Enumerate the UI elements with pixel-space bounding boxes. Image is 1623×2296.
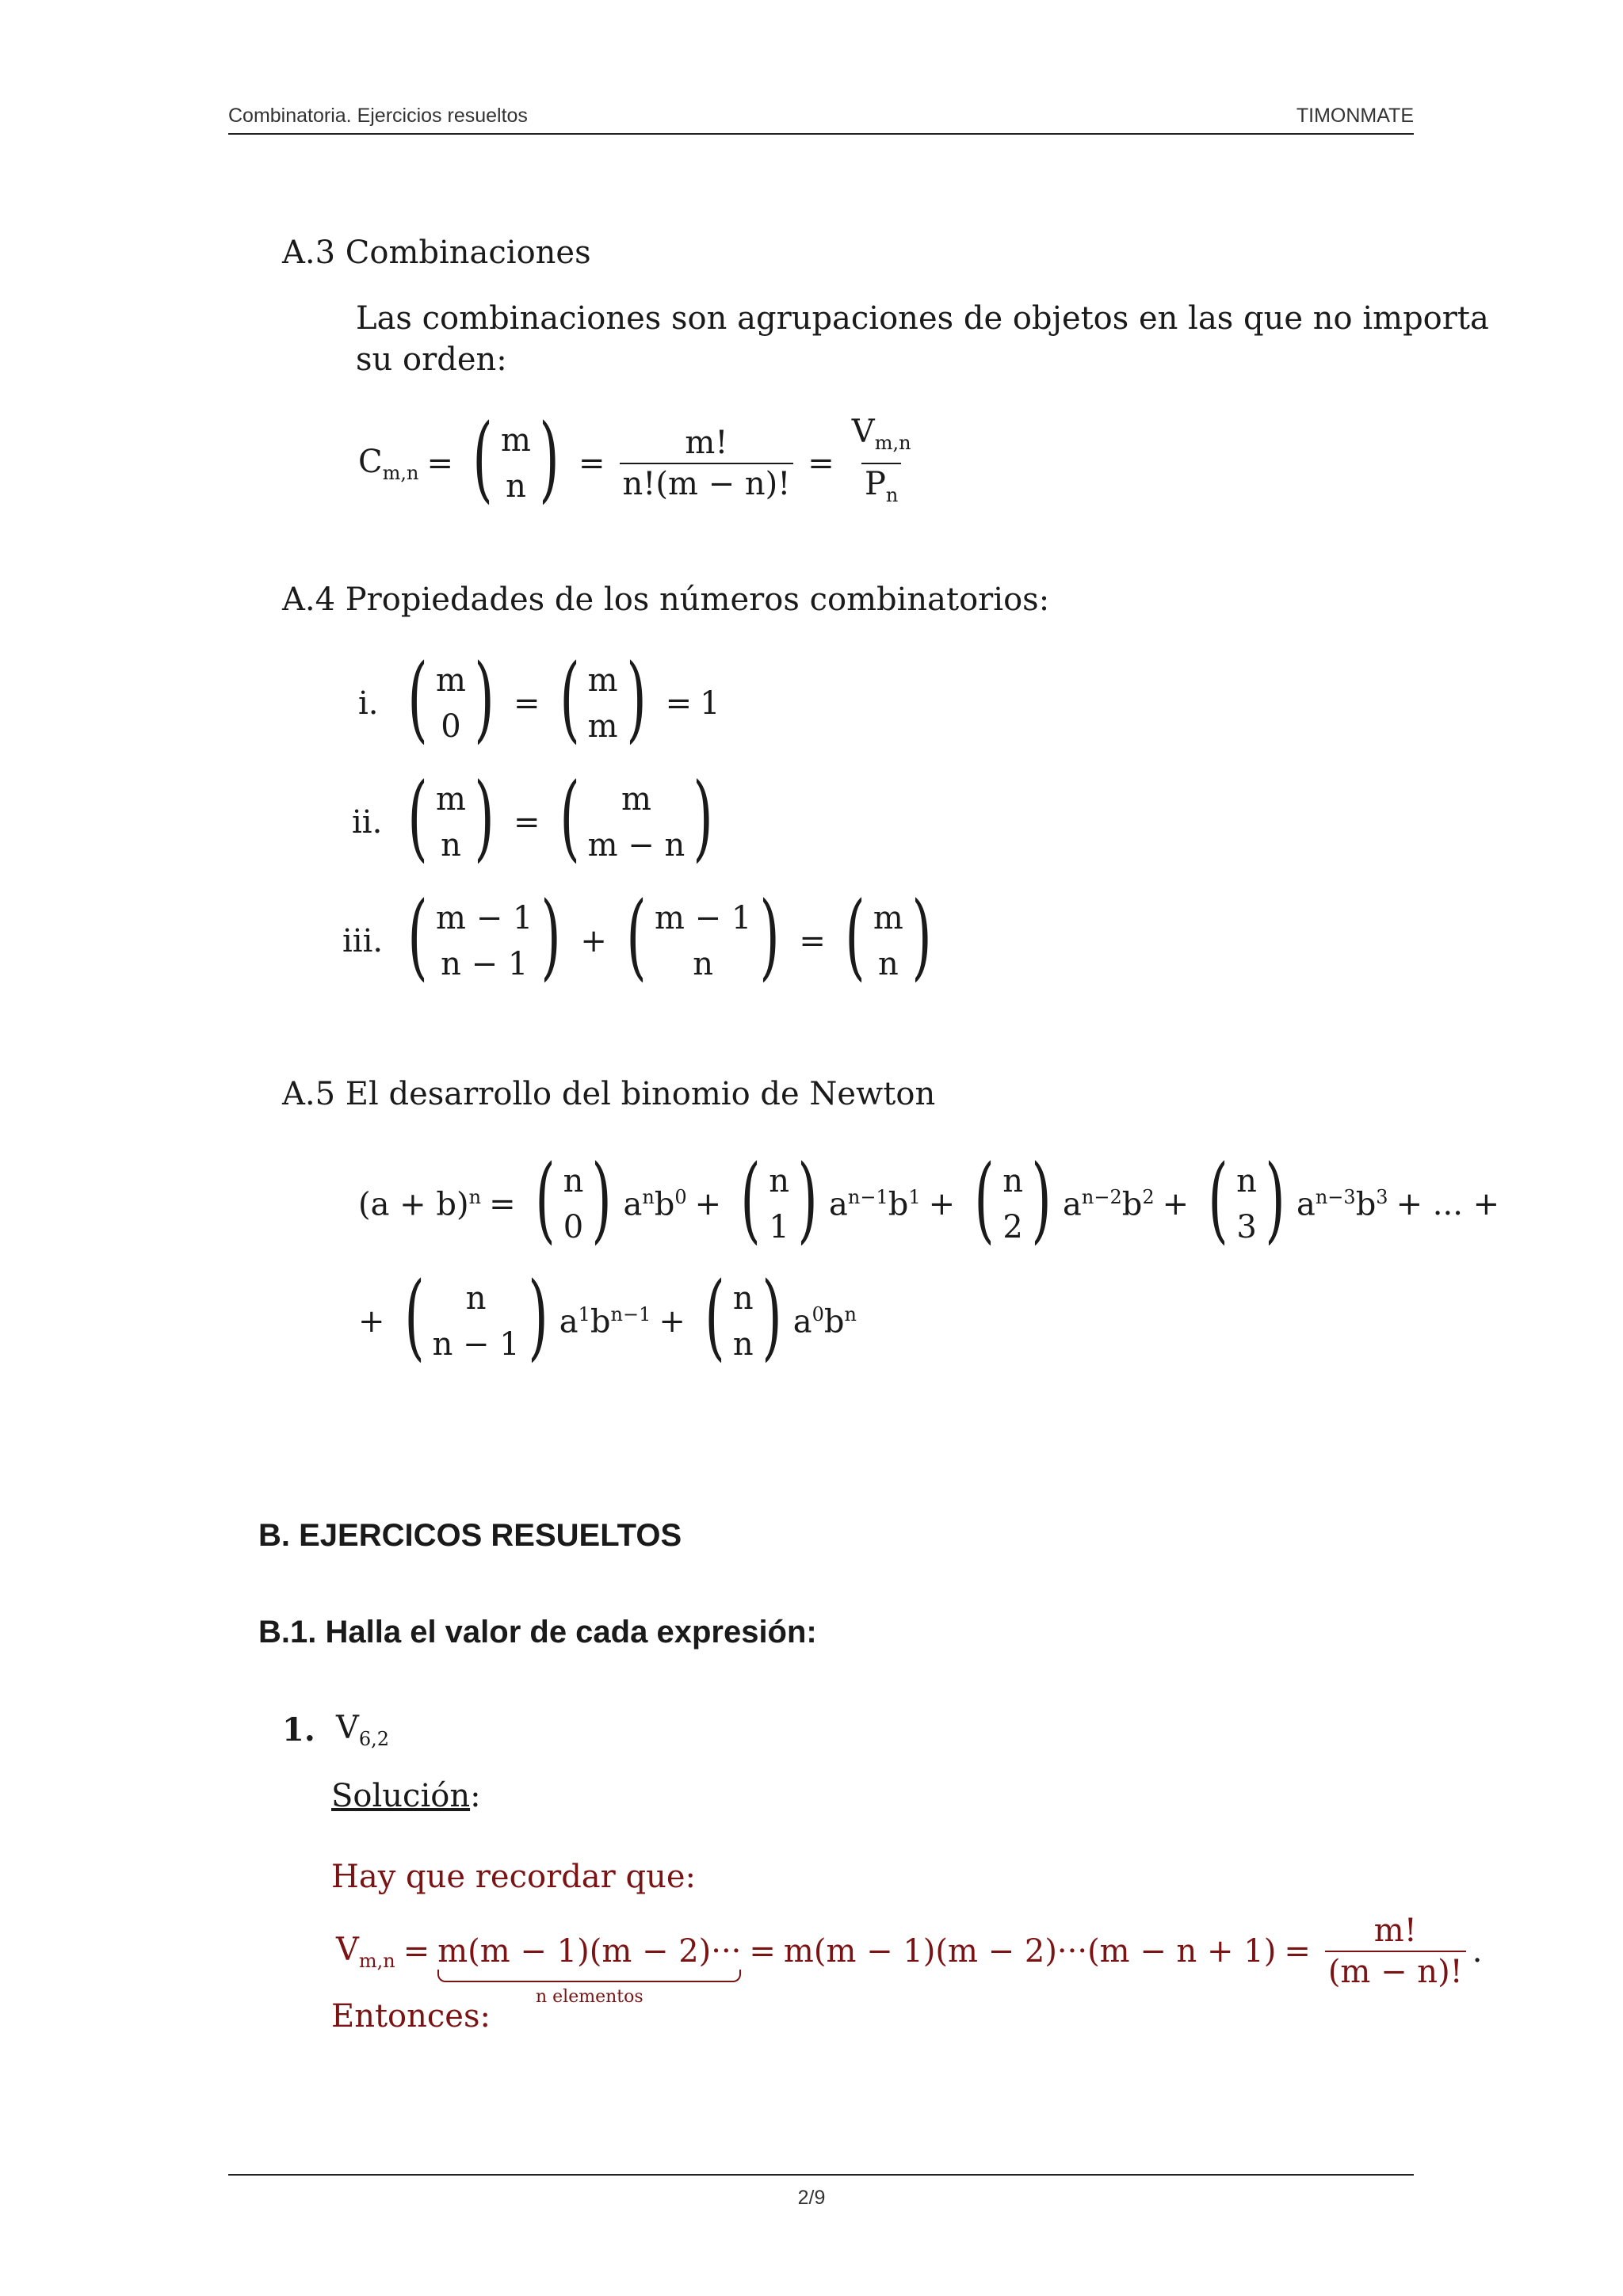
page-header [228,105,1414,133]
header-title: Combinatoria. Ejercicios resueltos [228,105,528,127]
property-i-label: i. [358,685,379,722]
exercise-1-number: 1. [282,1711,315,1749]
section-a4-title: A.4 Propiedades de los números combinatorios: [282,582,1050,618]
variations-formula: $V_{m,n}$ = m(m − 1)(m − 2)··· n elementos = m(m − 1)(m − 2)···(m − n + 1) = $\frac{m!}{(m - n)!}$ . [336,1913,1483,2007]
header-rule [228,133,1414,135]
solution-label-text: Solución [331,1778,471,1814]
section-b-title: B. EJERCICOS RESUELTOS [258,1518,682,1553]
section-a5-title: A.5 El desarrollo del binomio de Newton [282,1076,936,1112]
newton-binomial-line2: + ( n n − 1 ) $a^1b^{n-1}$ + ( n n ) $a^0b^n$ [358,1261,857,1371]
newton-binomial-line1: $(a + b)^n$ = ( n 0 ) $a^nb^0$ + ( n 1 ) $a^{n-1}b^1$ + ( n 2 ) $a^{n-2}b^2$ + ( n 3 ) $a^{n-3}b^3$ + ... + [358,1144,1500,1253]
recall-text: Hay que recordar que: [331,1859,696,1895]
header-brand: TIMONMATE [1296,105,1414,127]
section-a3-title: A.3 Combinaciones [282,235,591,271]
property-ii-label: ii. [352,804,383,841]
then-text: Entonces: [331,1998,491,2035]
section-a3-line1: Las combinaciones son agrupaciones de objetos en las que no importa [356,300,1489,337]
exercise-1: 1. $V_{6,2}$ [282,1710,390,1750]
section-a3-text [356,298,1489,380]
footer-rule [228,2174,1414,2176]
property-ii: ii. ( m n ) = ( m m − n ) [352,762,713,871]
section-a3-line2: su orden: [356,341,507,378]
page-number: 2/9 [797,2187,826,2209]
property-i: i. ( m 0 ) = ( m m ) = 1 [358,643,720,753]
property-iii: iii. ( m − 1 n − 1 ) + ( m − 1 n ) = ( m n ) [342,881,932,990]
property-iii-label: iii. [342,923,384,959]
combinations-formula: $C_{m,n}$ = ( m n ) = $\frac{m!}{n!(m - n)!}$ = $\frac{V_{m,n}}{P_n}$ [358,412,921,515]
section-b1-title: B.1. Halla el valor de cada expresión: [258,1615,817,1650]
n-elementos-label: n elementos [535,1987,643,2007]
solution-label: Solución: [331,1778,481,1814]
